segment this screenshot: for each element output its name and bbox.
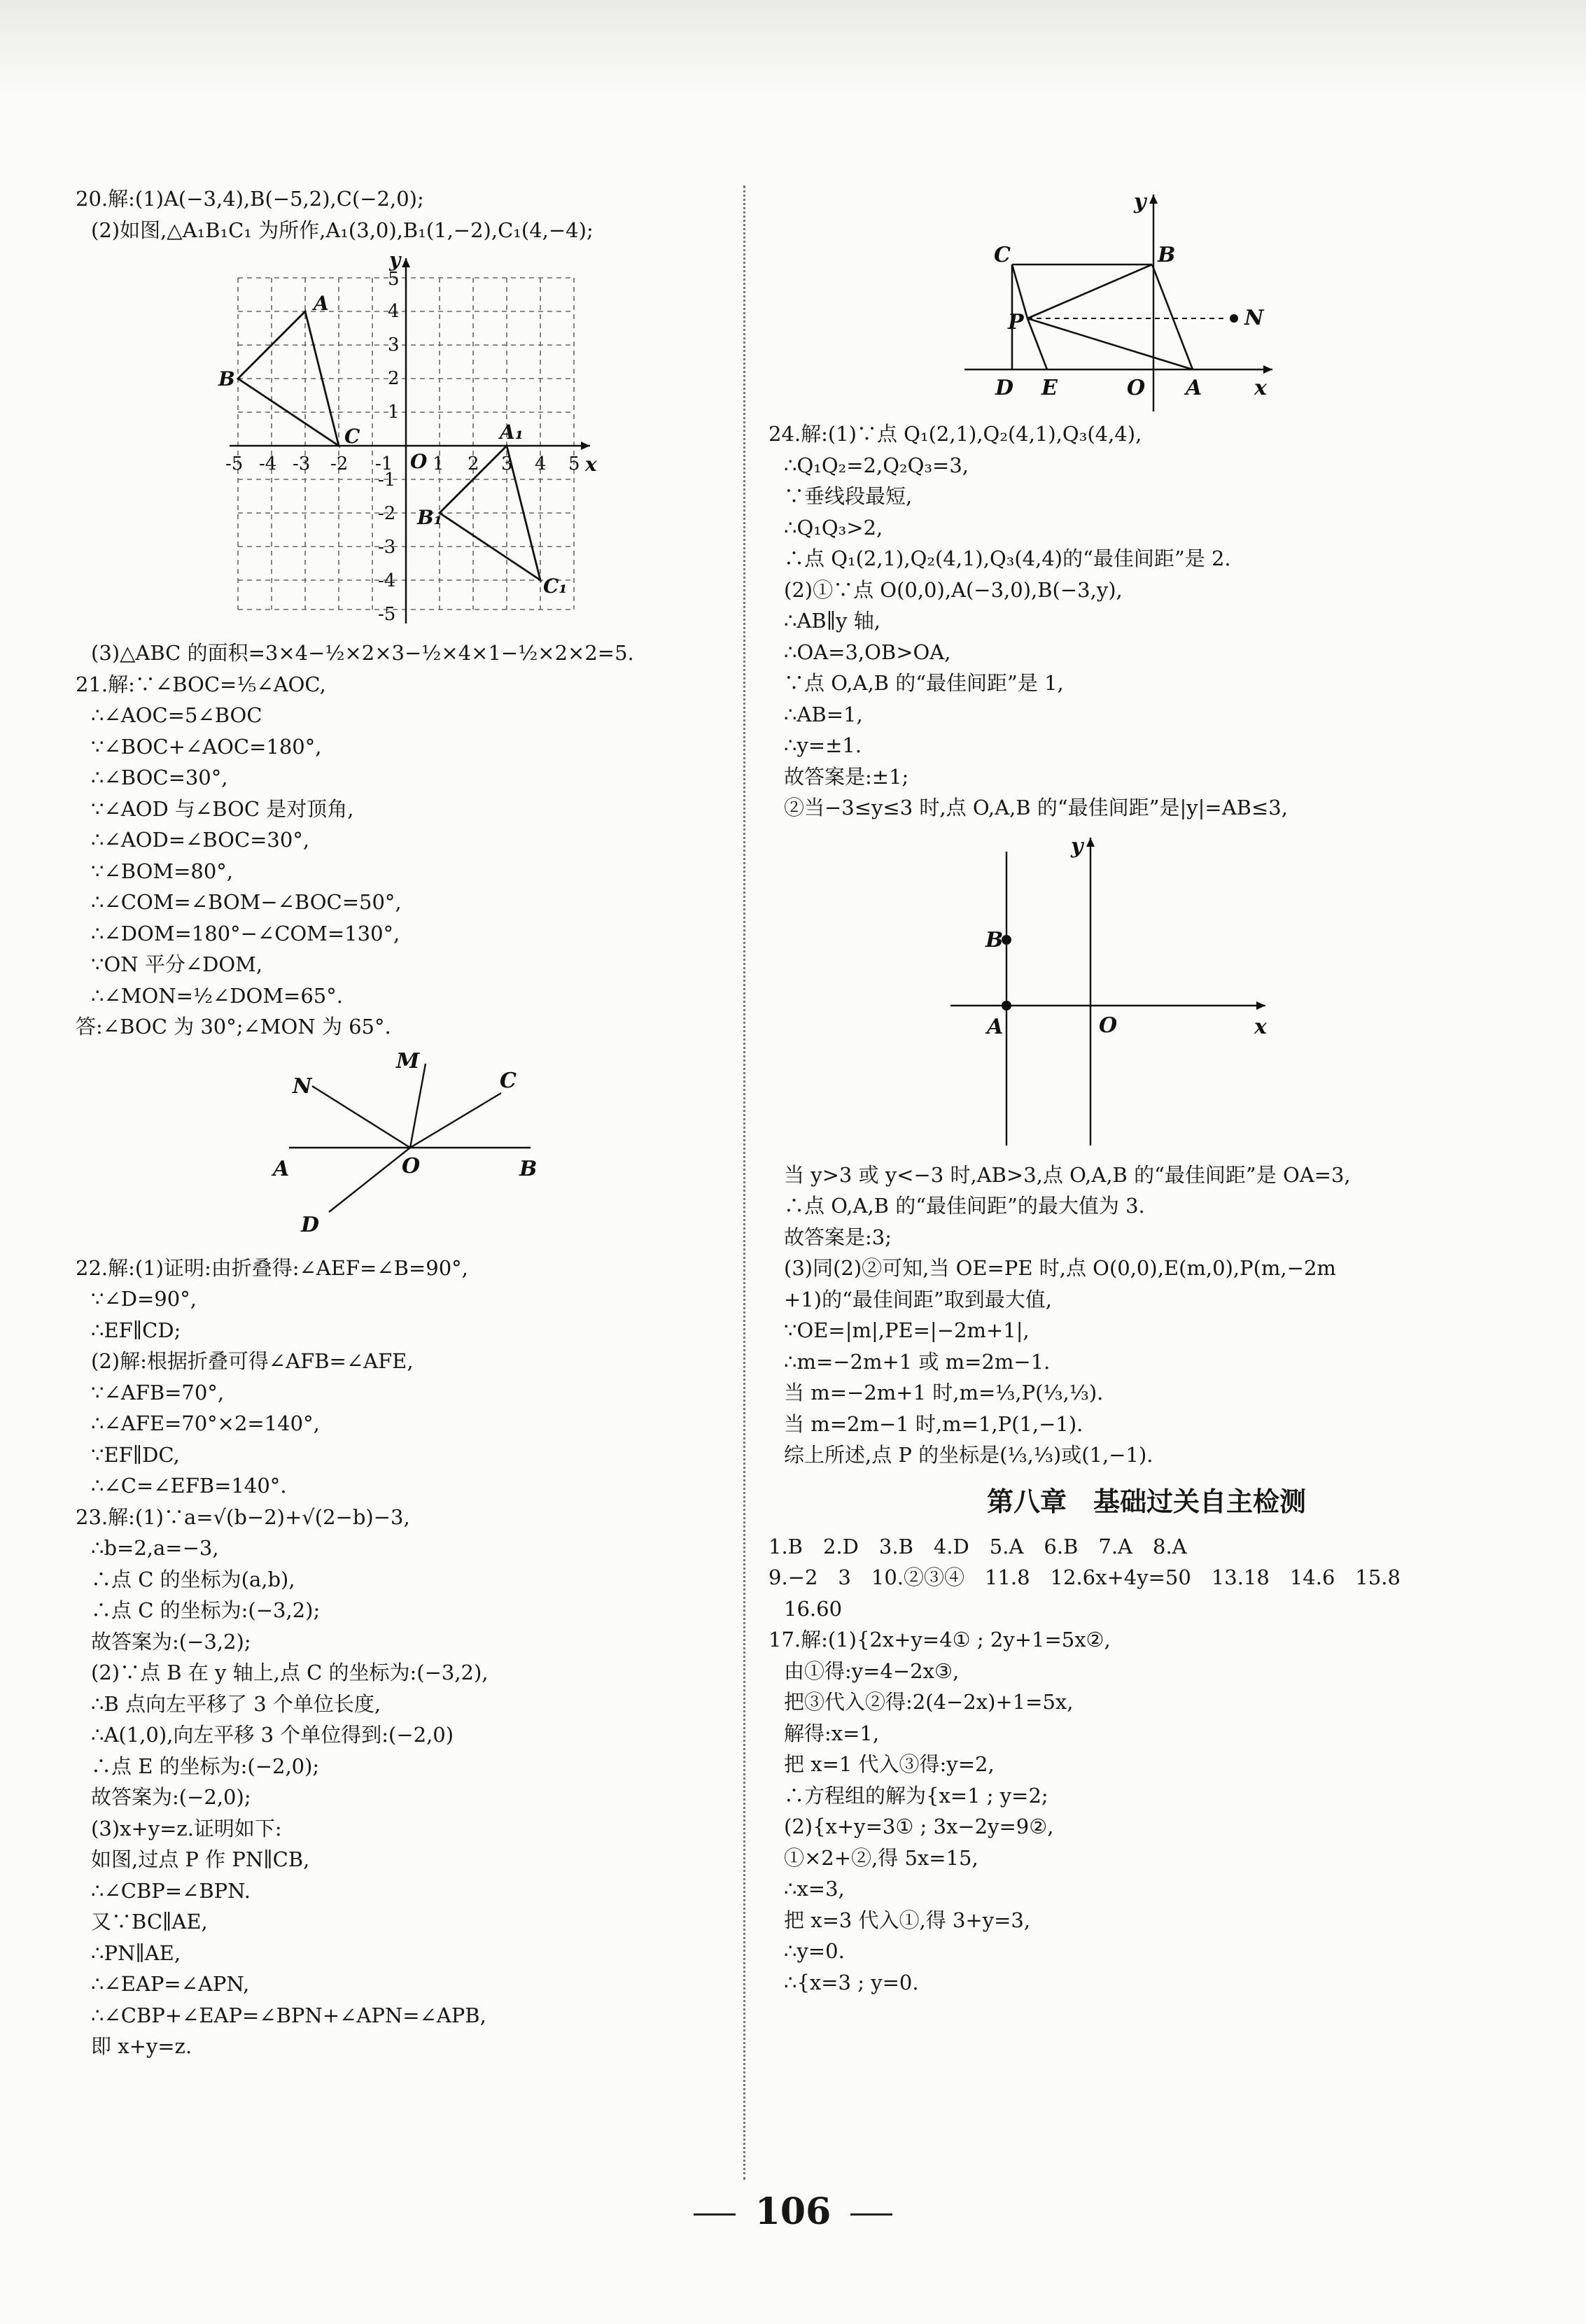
- line-figure: [769, 824, 1524, 1160]
- angle-label-D: D: [301, 1212, 320, 1237]
- fig1-label-O: O: [1127, 376, 1146, 400]
- grid-y-tick: -4: [378, 570, 396, 591]
- q22-line: ∵∠D=90°,: [91, 1287, 197, 1311]
- fig1-label-y: y: [1134, 190, 1146, 214]
- grid-y-tick: -3: [378, 537, 396, 558]
- grid-y-tick: 2: [388, 368, 400, 389]
- q23-line: 即 x+y=z.: [91, 2034, 192, 2058]
- q17-line: ∴{x=3 ; y=0.: [784, 1970, 919, 1994]
- q17-line: 由①得:y=4−2x③,: [784, 1659, 960, 1683]
- q23-line: ∴B 点向左平移了 3 个单位长度,: [91, 1691, 381, 1716]
- q23-line: ∴点 C 的坐标为:(−3,2);: [91, 1598, 321, 1622]
- q22-line: ∵EF∥DC,: [91, 1442, 180, 1467]
- fig2-label-B: B: [985, 927, 1004, 952]
- q24-line: ∴点 Q₁(2,1),Q₂(4,1),Q₃(4,4)的“最佳间距”是 2.: [784, 547, 1231, 570]
- left-column: [76, 183, 727, 2062]
- q21-line: ∴∠AOC=5∠BOC: [91, 703, 262, 727]
- q24-cont-line: 故答案是:3;: [784, 1225, 892, 1249]
- column-divider: [743, 185, 745, 2180]
- q24-line: 24.解:(1)∵点 Q₁(2,1),Q₂(4,1),Q₃(4,4),: [769, 422, 1142, 446]
- q24-line: ∴AB=1,: [784, 702, 863, 726]
- fig1-label-x: x: [1254, 376, 1267, 400]
- q20-line-2: (2)如图,△A₁B₁C₁ 为所作,A₁(3,0),B₁(1,−2),C₁(4,−4);: [91, 218, 594, 242]
- q22-line: ∵∠AFB=70°,: [91, 1380, 225, 1404]
- q24-cont-line: 当 m=−2m+1 时,m=⅓,P(⅓,⅓).: [784, 1381, 1104, 1404]
- grid-x-tick: -2: [330, 453, 349, 474]
- q17-line: ①×2+②,得 5x=15,: [784, 1845, 978, 1870]
- q20-line-3: (3)△ABC 的面积=3×4−½×2×3−½×4×1−½×2×2=5.: [91, 641, 634, 665]
- grid-x-tick: 3: [501, 453, 513, 474]
- q23-line: ∴b=2,a=−3,: [91, 1536, 219, 1560]
- fig2-label-y: y: [1071, 833, 1083, 859]
- q17-line: 把③代入②得:2(4−2x)+1=5x,: [784, 1690, 1074, 1714]
- q22-line: 22.解:(1)证明:由折叠得:∠AEF=∠B=90°,: [76, 1255, 468, 1280]
- right-column: [769, 181, 1524, 1998]
- q24-cont-line: 综上所述,点 P 的坐标是(⅓,⅓)或(1,−1).: [784, 1443, 1153, 1467]
- q17-line: 17.解:(1){2x+y=4① ; 2y+1=5x②,: [769, 1628, 1111, 1652]
- grid-y-tick: -2: [378, 503, 396, 524]
- grid-x-tick: 2: [468, 453, 479, 474]
- page-footer: [0, 2190, 1586, 2233]
- label-C1: C₁: [543, 575, 568, 598]
- angle-label-C: C: [500, 1068, 517, 1093]
- q24-line: (2)①∵点 O(0,0),A(−3,0),B(−3,y),: [784, 577, 1123, 602]
- q24-cont-line: ∴m=−2m+1 或 m=2m−1.: [784, 1349, 1051, 1374]
- grid-axis-y: y: [389, 248, 401, 272]
- q21-line: 答:∠BOC 为 30°;∠MON 为 65°.: [76, 1015, 391, 1038]
- fig1-label-E: E: [1041, 376, 1058, 400]
- grid-y-tick: -5: [378, 604, 396, 625]
- grid-x-tick: -1: [375, 453, 393, 474]
- q17-line: (2){x+y=3① ; 3x−2y=9②,: [784, 1815, 1054, 1838]
- q21-line: ∴∠MON=½∠DOM=65°.: [91, 983, 343, 1008]
- q21-line: 21.解:∵∠BOC=⅕∠AOC,: [76, 672, 326, 696]
- q23-line: ∴点 C 的坐标为(a,b),: [91, 1567, 295, 1591]
- q21-line: ∴∠COM=∠BOM−∠BOC=50°,: [91, 890, 402, 914]
- label-A1: A₁: [500, 421, 524, 444]
- footer-dash-left: [694, 2213, 736, 2216]
- fig1-label-A: A: [1186, 376, 1202, 400]
- q24-line: ∵点 O,A,B 的“最佳间距”是 1,: [784, 671, 1064, 695]
- grid-x-tick: -5: [225, 453, 244, 474]
- q17-line: ∴y=0.: [784, 1939, 845, 1963]
- q24-cont-line: ∵OE=|m|,PE=|−2m+1|,: [784, 1318, 1030, 1342]
- fig1-label-D: D: [995, 376, 1014, 400]
- grid-x-tick: 5: [568, 453, 580, 474]
- page-number: 106: [755, 2190, 831, 2233]
- label-A: A: [314, 292, 329, 315]
- q24-cont-line: (3)同(2)②可知,当 OE=PE 时,点 O(0,0),E(m,0),P(m,−2m: [784, 1256, 1336, 1280]
- angle-figure: [76, 1043, 727, 1253]
- label-B1: B₁: [417, 506, 442, 529]
- q24-line: ∴AB∥y 轴,: [784, 609, 880, 633]
- q24-line: ∴OA=3,OB>OA,: [784, 640, 951, 664]
- q23-line: 故答案为:(−2,0);: [91, 1785, 251, 1809]
- scan-top-band: [0, 0, 1586, 105]
- answers-line: 9.−2 3 10.②③④ 11.8 12.6x+4y=50 13.18 14.6 15.8: [769, 1565, 1401, 1589]
- q23-line: ∴∠CBP+∠EAP=∠BPN+∠APN=∠APB,: [91, 2003, 486, 2027]
- q24-line: 故答案是:±1;: [784, 764, 909, 789]
- grid-y-tick: 3: [388, 334, 400, 355]
- fig1-label-P: P: [1008, 310, 1024, 334]
- q24-line: ∵垂线段最短,: [784, 484, 913, 508]
- grid-y-tick: 1: [388, 402, 400, 423]
- coordinate-grid-figure: [76, 246, 727, 638]
- fig2-label-A: A: [987, 1014, 1004, 1039]
- angle-label-M: M: [396, 1048, 420, 1073]
- q23-line: ∴点 E 的坐标为:(−2,0);: [91, 1754, 320, 1778]
- q23-line: 23.解:(1)∵a=√(b−2)+√(2−b)−3,: [76, 1505, 410, 1529]
- trapezoid-figure: [769, 181, 1524, 418]
- angle-label-N: N: [293, 1073, 312, 1099]
- q22-line: (2)解:根据折叠可得∠AFB=∠AFE,: [91, 1349, 414, 1373]
- q23-line: ∴∠EAP=∠APN,: [91, 1972, 250, 1996]
- q21-line: ∴∠DOM=180°−∠COM=130°,: [91, 921, 400, 945]
- q17-line: 解得:x=1,: [784, 1721, 880, 1745]
- q24-line: ∴Q₁Q₂=2,Q₂Q₃=3,: [784, 453, 969, 477]
- grid-y-tick: -1: [378, 470, 396, 491]
- q24-cont-line: ∴点 O,A,B 的“最佳间距”的最大值为 3.: [784, 1194, 1145, 1218]
- q23-line: ∴∠CBP=∠BPN.: [91, 1878, 251, 1903]
- angle-label-O: O: [402, 1153, 421, 1178]
- q21-line: ∴∠AOD=∠BOC=30°,: [91, 828, 310, 852]
- grid-x-tick: -3: [293, 453, 311, 474]
- grid-y-tick: 4: [388, 301, 400, 322]
- fig2-label-O: O: [1099, 1013, 1118, 1038]
- q24-cont-line: +1)的“最佳间距”取到最大值,: [784, 1287, 1052, 1311]
- grid-origin: O: [410, 450, 428, 473]
- answers-line: 16.60: [784, 1596, 843, 1621]
- q23-line: (3)x+y=z.证明如下:: [91, 1816, 282, 1840]
- fig1-label-C: C: [994, 243, 1011, 267]
- fig2-label-x: x: [1254, 1014, 1267, 1039]
- q24-line: ②当−3≤y≤3 时,点 O,A,B 的“最佳间距”是|y|=AB≤3,: [784, 796, 1288, 819]
- q21-line: ∵∠BOC+∠AOC=180°,: [91, 734, 322, 759]
- q21-line: ∵∠AOD 与∠BOC 是对顶角,: [91, 796, 354, 821]
- q23-line: 故答案为:(−3,2);: [91, 1629, 251, 1654]
- answers-line: 1.B 2.D 3.B 4.D 5.A 6.B 7.A 8.A: [769, 1534, 1187, 1558]
- chapter-title: 第八章 基础过关自主检测: [986, 1486, 1306, 1517]
- q22-line: ∴∠C=∠EFB=140°.: [91, 1474, 287, 1498]
- label-B: B: [218, 367, 235, 390]
- q21-line: ∵∠BOM=80°,: [91, 859, 233, 883]
- q24-line: ∴Q₁Q₃>2,: [784, 515, 883, 540]
- q23-line: ∴PN∥AE,: [91, 1941, 181, 1965]
- q22-line: ∴∠AFE=70°×2=140°,: [91, 1411, 320, 1435]
- q23-line: 又∵BC∥AE,: [91, 1910, 208, 1934]
- label-C: C: [344, 425, 360, 448]
- q24-cont-line: 当 m=2m−1 时,m=1,P(1,−1).: [784, 1411, 1083, 1436]
- grid-y-tick: 5: [388, 269, 400, 290]
- grid-x-tick: 4: [535, 453, 547, 474]
- q22-line: ∴EF∥CD;: [91, 1318, 181, 1342]
- q21-line: ∴∠BOC=30°,: [91, 766, 228, 789]
- q24-line: ∴y=±1.: [784, 733, 862, 757]
- q17-line: 把 x=3 代入①,得 3+y=3,: [784, 1908, 1031, 1932]
- q24-cont-line: 当 y>3 或 y<−3 时,AB>3,点 O,A,B 的“最佳间距”是 OA=3,: [784, 1162, 1351, 1187]
- angle-label-A: A: [273, 1156, 290, 1181]
- q17-line: 把 x=1 代入③得:y=2,: [784, 1752, 995, 1776]
- q17-line: ∴方程组的解为{x=1 ; y=2;: [784, 1783, 1048, 1808]
- footer-dash-right: [850, 2213, 892, 2216]
- q21-line: ∵ON 平分∠DOM,: [91, 952, 263, 976]
- grid-axis-x: x: [585, 453, 597, 476]
- q20-line-1: 20.解:(1)A(−3,4),B(−5,2),C(−2,0);: [76, 187, 424, 211]
- fig1-label-B: B: [1158, 243, 1176, 267]
- q23-line: (2)∵点 B 在 y 轴上,点 C 的坐标为:(−3,2),: [91, 1661, 489, 1684]
- grid-x-tick: 1: [433, 453, 444, 474]
- q23-line: 如图,过点 P 作 PN∥CB,: [91, 1847, 310, 1871]
- angle-label-B: B: [519, 1156, 538, 1181]
- q17-line: ∴x=3,: [784, 1877, 845, 1901]
- grid-x-tick: -4: [259, 453, 277, 474]
- fig1-label-N: N: [1244, 306, 1264, 330]
- q23-line: ∴A(1,0),向左平移 3 个单位得到:(−2,0): [91, 1723, 454, 1747]
